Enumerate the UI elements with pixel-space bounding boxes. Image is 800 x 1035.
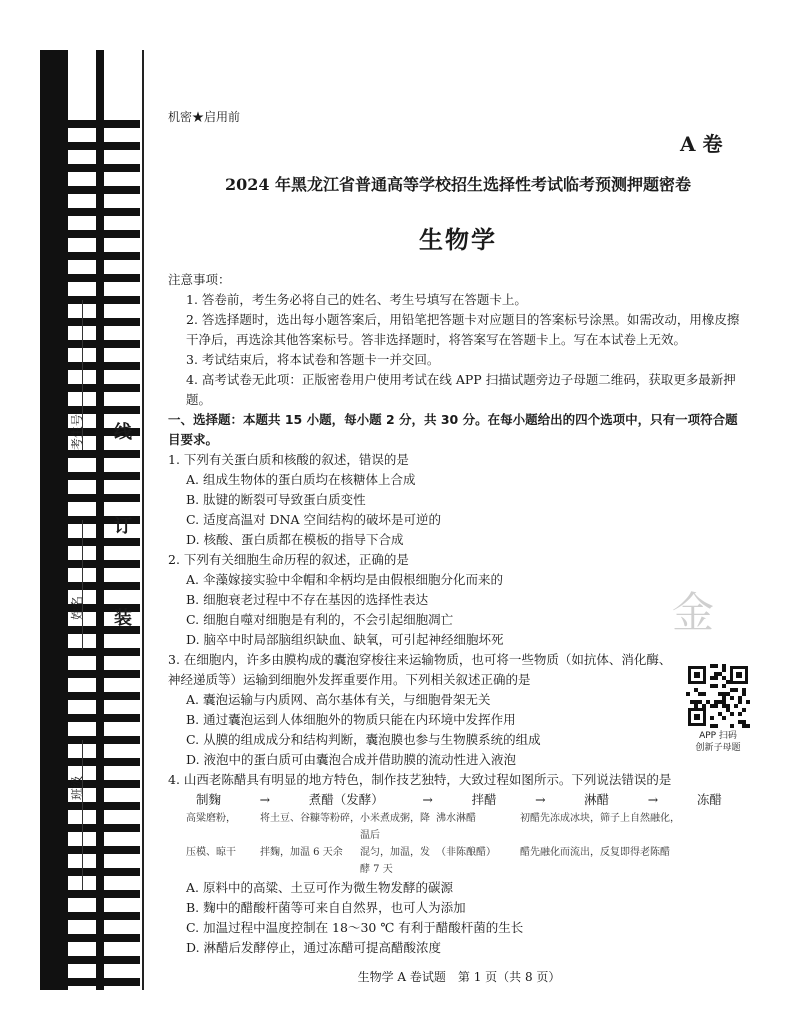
class-label: 班级 <box>70 775 84 800</box>
step-note: 拌麴，加温 6 天余 <box>260 847 343 858</box>
seal-word-install: 装 <box>114 608 132 629</box>
watermark: 金 <box>672 588 715 637</box>
volume-label: A 卷 <box>680 132 723 156</box>
step-note: 将土豆、谷糠等粉碎， <box>260 813 360 824</box>
flow-arrow: → <box>422 792 433 807</box>
section-heading: 一、选择题：本题共 15 小题，每小题 2 分，共 30 分。在每小题给出的四个选项中，只有一项符合题目要求。 <box>168 412 738 447</box>
question-option: D. 脑卒中时局部脑组织缺血、缺氧，可引起神经细胞坏死 <box>186 632 504 647</box>
flow-arrow: → <box>535 792 546 807</box>
process-flow <box>168 790 750 810</box>
binding-border-line <box>142 50 144 990</box>
notes-heading: 注意事项： <box>168 272 231 287</box>
class-underline <box>82 740 83 890</box>
question-option: B. 通过囊泡运到人体细胞外的物质只能在内环境中发挥作用 <box>186 712 516 727</box>
name-underline <box>82 520 83 650</box>
question-stem: 2. 下列有关细胞生命历程的叙述，正确的是 <box>168 552 409 567</box>
flow-stage: 淋醋 <box>584 792 610 807</box>
question-option: C. 适度高温对 DNA 空间结构的破坏是可逆的 <box>186 512 441 527</box>
step-note: 初醋先冻成冰块，筛子上自然融化， <box>520 813 680 824</box>
name-label: 姓名 <box>70 595 84 620</box>
note-item: 1. 答卷前，考生务必将自己的姓名、考生号填写在答题卡上。 <box>186 292 527 307</box>
seal-word-bind: 订 <box>114 516 132 537</box>
flow-step-notes <box>168 810 750 878</box>
step-note: 沸水淋醋 <box>436 813 476 824</box>
flow-stage: 拌醋 <box>471 792 497 807</box>
question-option: A. 组成生物体的蛋白质均在核糖体上合成 <box>186 472 416 487</box>
question-stem: 4. 山西老陈醋具有明显的地方特色，制作技艺独特，大致过程如图所示。下列说法错误的是 <box>168 772 672 787</box>
step-note: 小米煮成粥，降温后 <box>360 813 430 841</box>
question-option: A. 囊泡运输与内质网、高尔基体有关，与细胞骨架无关 <box>186 692 491 707</box>
step-note: 高粱磨粉， <box>186 813 236 824</box>
flow-arrow: → <box>259 792 271 807</box>
question-stem: 1. 下列有关蛋白质和核酸的叙述，错误的是 <box>168 452 409 467</box>
confidential-label: 机密★启用前 <box>168 110 241 124</box>
step-note: 混匀，加温，发酵 7 天 <box>360 847 430 875</box>
exam-number-label: 考生号 <box>70 413 84 450</box>
note-item: 3. 考试结束后，将本试卷和答题卡一并交回。 <box>186 352 440 367</box>
exam-title: 2024 年黑龙江省普通高等学校招生选择性考试临考预测押题密卷 <box>224 175 692 194</box>
note-item: 2. 答选择题时，选出每小题答案后，用铅笔把答题卡对应题目的答案标号涂黑。如需改动，用橡皮擦干净后，再选涂其他答案标号。答非选择题时，将答案写在答题卡上。写在本试卷上无效。 <box>186 312 740 347</box>
question-option: D. 液泡中的蛋白质可由囊泡合成并借助膜的流动性进入液泡 <box>186 752 517 767</box>
question-stem: 3. 在细胞内，许多由膜构成的囊泡穿梭往来运输物质，也可将一些物质（如抗体、消化酶、神经递质等）运输到细胞外发挥重要作用。下列相关叙述正确的是 <box>168 652 672 687</box>
question-option: C. 细胞自噬对细胞是有利的，不会引起细胞凋亡 <box>186 612 454 627</box>
question-option: D. 核酸、蛋白质都在模板的指导下合成 <box>186 532 404 547</box>
exam-body <box>168 270 750 958</box>
step-note: 压模、晾干 <box>186 847 236 858</box>
question-option: B. 细胞衰老过程中不存在基因的选择性表达 <box>186 592 429 607</box>
question-option: B. 肽键的断裂可导致蛋白质变性 <box>186 492 366 507</box>
note-item: 4. 高考试卷无此项：正版密卷用户使用考试在线 APP 扫描试题旁边子母题二维码，获取更多最新押题。 <box>186 372 736 407</box>
page-footer: 生物学 A 卷试题 第 1 页（共 8 页） <box>357 970 561 984</box>
question-option: C. 加温过程中温度控制在 18～30 ℃ 有利于醋酸杆菌的生长 <box>186 920 524 935</box>
question-option: C. 从膜的组成成分和结构判断，囊泡膜也参与生物膜系统的组成 <box>186 732 541 747</box>
qr-caption <box>676 730 760 754</box>
seal-word-line: 线 <box>114 422 132 443</box>
question-option: A. 原料中的高粱、土豆可作为微生物发酵的碳源 <box>186 880 453 895</box>
step-note: 醋先融化而流出，反复即得老陈醋 <box>520 847 670 858</box>
qr-caption-line1: APP 扫码 <box>699 731 737 741</box>
flow-stage: 制麴 <box>196 792 222 807</box>
qr-caption-line2: 创新子母题 <box>695 743 741 753</box>
question-option: A. 伞藻嫁接实验中伞帽和伞柄均是由假根细胞分化而来的 <box>186 572 503 587</box>
question-option: D. 淋醋后发酵停止，通过冻醋可提高醋酸浓度 <box>186 940 442 955</box>
subject-title: 生物学 <box>419 225 497 254</box>
flow-arrow: → <box>647 792 659 807</box>
qr-code-icon[interactable] <box>686 664 750 728</box>
step-note: （非陈酿醋） <box>436 847 496 858</box>
flow-stage: 冻醋 <box>696 792 722 807</box>
question-option: B. 麴中的醋酸杆菌等可来自自然界，也可人为添加 <box>186 900 466 915</box>
flow-stage: 煮醋（发酵） <box>308 792 384 807</box>
